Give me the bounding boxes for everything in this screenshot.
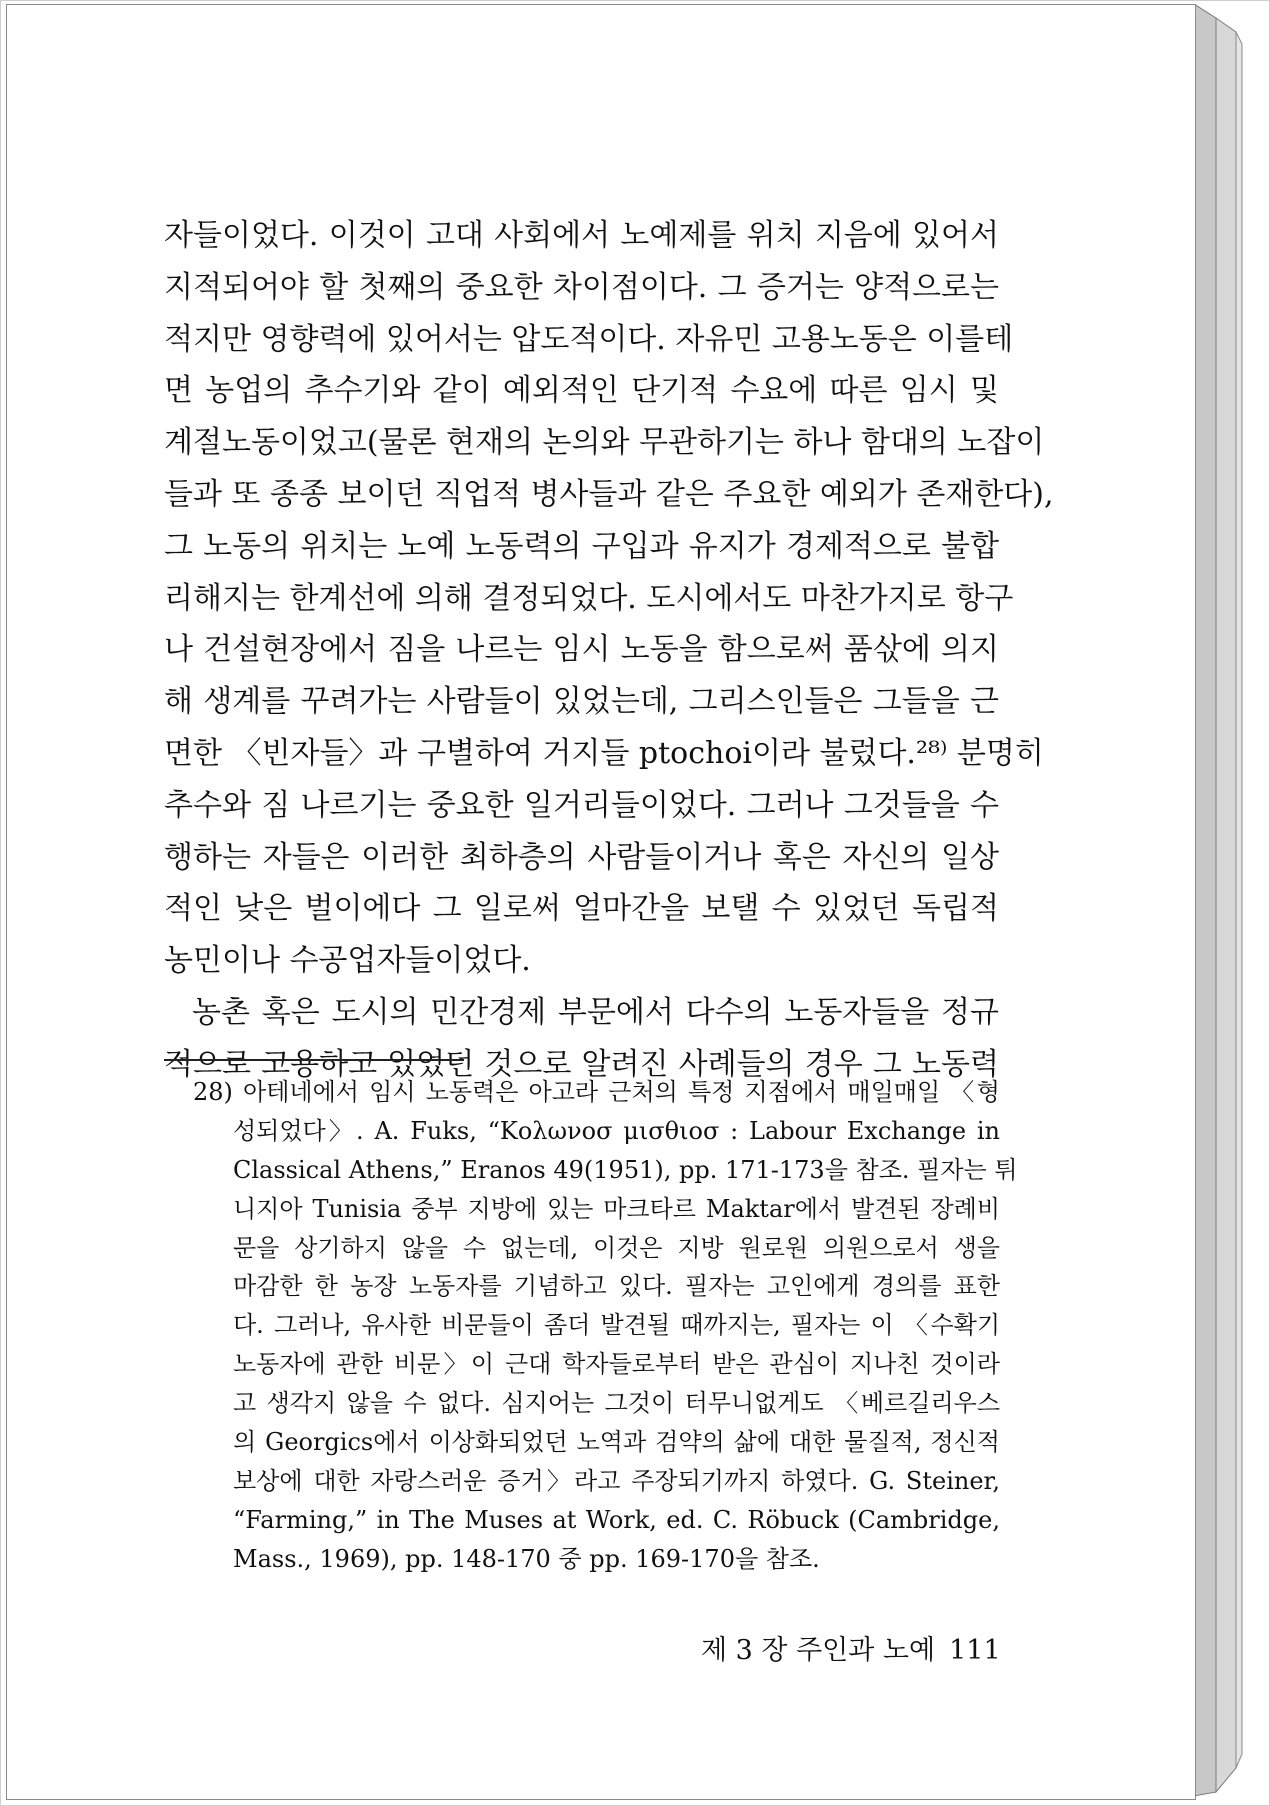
body-line: 자들이었다. 이것이 고대 사회에서 노예제를 위치 지음에 있어서	[164, 218, 999, 253]
footnote-line: 보상에 대한 자랑스러운 증거〉라고 주장되기까지 하였다. G. Steiner,	[233, 1466, 1000, 1495]
footnote-line: Mass., 1969), pp. 148-170 중 pp. 169-170을 참조.	[233, 1544, 820, 1573]
page-footer	[687, 1628, 1001, 1667]
footnote-line: 노동자에 관한 비문〉이 근대 학자들로부터 받은 관심이 지나친 것이라	[233, 1350, 1000, 1379]
footnote-line: 28) 아테네에서 임시 노동력은 아고라 근처의 특정 지점에서 매일매일 〈형	[193, 1078, 1000, 1106]
footnote-line: 성되었다〉. A. Fuks, “Κολωνοσ μισθιοσ : Labour Exchange in	[233, 1116, 1000, 1145]
footnote-line: 의 Georgics에서 이상화되었던 노역과 검약의 삶에 대한 물질적, 정신적	[233, 1428, 1000, 1457]
chapter-title: 제 3 장 주인과 노예	[701, 1635, 936, 1666]
body-line: 농민이나 수공업자들이었다.	[164, 943, 531, 979]
footnote-line: 문을 상기하지 않을 수 없는데, 이것은 지방 원로원 의원으로서 생을	[233, 1233, 1000, 1262]
footnote-line: 고 생각지 않을 수 없다. 심지어는 그것이 터무니없게도 〈베르길리우스	[233, 1389, 1000, 1418]
body-line: 들과 또 종종 보이던 직업적 병사들과 같은 주요한 예외가 존재한다),	[164, 476, 1054, 512]
body-line: 면 농업의 추수기와 같이 예외적인 단기적 수요에 따른 임시 및	[164, 373, 999, 409]
body-line: 추수와 짐 나르기는 중요한 일거리들이었다. 그러나 그것들을 수	[164, 787, 999, 823]
book	[6, 4, 1196, 1800]
body-line: 행하는 자들은 이러한 최하층의 사람들이거나 혹은 자신의 일상	[164, 839, 999, 875]
page-number: 111	[949, 1635, 1001, 1666]
footnote-line: 다. 그러나, 유사한 비문들이 좀더 발견될 때까지는, 필자는 이 〈수확기	[233, 1311, 1000, 1340]
footnote-line: “Farming,” in The Muses at Work, ed. C. Röbuck (Cambridge,	[233, 1505, 1000, 1534]
footnote-divider	[164, 1059, 464, 1061]
body-line: 계절노동이었고(물론 현재의 논의와 무관하기는 하나 함대의 노잡이	[164, 425, 1045, 461]
body-line: 적으로 고용하고 있었던 것으로 알려진 사례들의 경우 그 노동력	[164, 1046, 999, 1082]
body-line: 농촌 혹은 도시의 민간경제 부문에서 다수의 노동자들을 정규	[192, 994, 999, 1030]
body-line: 면한 〈빈자들〉과 구별하여 거지들 ptochoi이라 불렀다.²⁸⁾ 분명히	[164, 735, 1044, 771]
footnote-line: 마감한 한 농장 노동자를 기념하고 있다. 필자는 고인에게 경의를 표한	[233, 1272, 1000, 1301]
footnote-line: 니지아 Tunisia 중부 지방에 있는 마크타르 Maktar에서 발견된 장례비	[233, 1194, 1000, 1223]
footnote-line: Classical Athens,” Eranos 49(1951), pp. 171-173을 참조. 필자는 튀	[233, 1155, 1018, 1184]
body-line: 적인 낮은 벌이에다 그 일로써 얼마간을 보탤 수 있었던 독립적	[164, 891, 999, 927]
body-line: 해 생계를 꾸려가는 사람들이 있었는데, 그리스인들은 그들을 근	[164, 684, 999, 720]
book-page	[6, 4, 1196, 1800]
body-line: 리해지는 한계선에 의해 결정되었다. 도시에서도 마찬가지로 항구	[164, 580, 1014, 616]
body-line: 지적되어야 할 첫째의 중요한 차이점이다. 그 증거는 양적으로는	[164, 269, 999, 305]
body-text	[164, 210, 1054, 1091]
body-line: 나 건설현장에서 짐을 나르는 임시 노동을 함으로써 품삯에 의지	[164, 632, 999, 668]
body-line: 적지만 영향력에 있어서는 압도적이다. 자유민 고용노동은 이를테	[164, 321, 1014, 357]
footnote	[193, 1073, 1018, 1579]
body-line: 그 노동의 위치는 노예 노동력의 구입과 유지가 경제적으로 불합	[164, 528, 999, 564]
